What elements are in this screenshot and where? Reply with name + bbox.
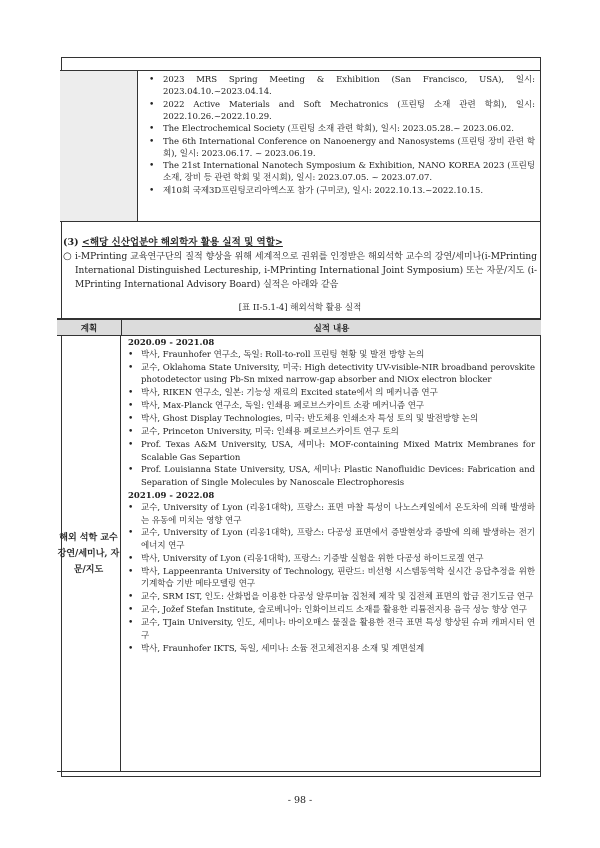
page-number: - 98 - xyxy=(287,795,313,806)
period-2-list xyxy=(122,502,541,655)
conference-table xyxy=(60,70,541,222)
list-item: • 박사, University of Lyon (리옹1대학), 프랑스: 기증발 실험을 위한 다공성 하이드로겔 연구 xyxy=(122,553,541,566)
conference-table-label-cell xyxy=(60,71,138,221)
row-label-cell xyxy=(57,336,121,771)
list-item: • 박사, Lappeenranta University of Technology, 핀란드: 비선형 시스템동역학 실시간 응답추정을 위한 기계학습 기반 메타모델링 연구 xyxy=(122,566,541,591)
header-results: 실적 내용 xyxy=(313,324,350,334)
list-item: • 제10회 국제3D프린팅코리아엑스포 참가 (구미코), 일시: 2022.10.13.~2022.10.15. xyxy=(139,185,541,197)
table-caption: [표 II-5.1-4] 해외석학 활용 실적 xyxy=(238,303,362,313)
list-item: • The 21st International Nanotech Symposium & Exhibition, NANO KOREA 2023 (프린팅 소재, 장비 등 관련 학회 및 전시회), 일시: 2023.07.05. ~ 2023.07.07. xyxy=(139,160,541,184)
circle-bullet-icon: ○ xyxy=(63,251,72,262)
period-2: 2021.09 - 2022.08 xyxy=(128,490,215,501)
results-cell xyxy=(122,337,541,771)
section-number: (3) xyxy=(63,237,79,248)
list-item: • The 6th International Conference on Nanoenergy and Nanosystems (프린팅 장비 관련 학회), 일시: 2023.06.17. ~ 2023.06.19. xyxy=(139,136,541,160)
conference-list xyxy=(139,71,541,197)
list-item: • 박사, RIKEN 연구소, 일본: 기능성 재료의 Excited state에서 의 메커니즘 연구 xyxy=(122,387,541,400)
list-item: • 교수, TJain University, 인도, 세미나: 바이오매스 물질을 활용한 전극 표면 특성 향상된 슈퍼 캐퍼시터 연구 xyxy=(122,617,541,642)
list-item: • 교수, Jožef Stefan Institute, 슬로베니아: 인화이브리드 소재를 활용한 리튬전지용 음극 성능 향상 연구 xyxy=(122,604,541,617)
period-1-list xyxy=(122,349,541,490)
conference-table-content-cell xyxy=(139,71,541,221)
list-item: • Prof. Louisianna State University, USA, 세미나: Plastic Nanofluidic Devices: Fabrication and Separation of Single Molecules by Nanoscale Electrophoresis xyxy=(122,464,541,489)
list-item: • 박사, Fraunhofer 연구소, 독일: Roll-to-roll 프린팅 현황 및 발전 방향 논의 xyxy=(122,349,541,362)
paragraph-text: i-MPrinting 교육연구단의 질적 향상을 위해 세계적으로 권위를 인정받은 해외석학 교수의 강연/세미나(i-MPrinting International Distinguished Lectureship, i-MPrinting International Joint Symposium) 또는 자문/지도 (i-MPrinting International Advisory Board) 실적은 아래와 같음 xyxy=(75,252,537,290)
list-item: • 교수, SRM IST, 인도: 산화법을 이용한 다공성 알루미늄 집천체 제작 및 집전체 표면의 합금 전기도금 연구 xyxy=(122,591,541,604)
section-heading xyxy=(63,234,283,248)
row-label: 해외 석학 교수 강연/세미나, 자문/지도 xyxy=(57,532,120,575)
list-item: • Prof. Texas A&M University, USA, 세미나: MOF-containing Mixed Matrix Membranes for Scalable Gas Separtion xyxy=(122,439,541,464)
period-1: 2020.09 - 2021.08 xyxy=(128,338,215,348)
section-title: <해당 신산업분야 해외학자 활용 실적 및 역할> xyxy=(81,237,283,248)
list-item: • 2022 Active Materials and Soft Mechatronics (프린팅 소재 관련 학회), 일시: 2022.10.26.~2022.10.29. xyxy=(139,99,541,123)
list-item: • 교수, University of Lyon (리옹1대학), 프랑스: 다공성 표면에서 증발현상과 증발에 의해 발생하는 전기에너지 연구 xyxy=(122,527,541,552)
table-header-row xyxy=(57,320,541,336)
list-item: • 2023 MRS Spring Meeting & Exhibition (San Francisco, USA), 일시: 2023.04.10.~2023.04.14. xyxy=(139,74,541,98)
list-item: • 교수, University of Lyon (리옹1대학), 프랑스: 표면 마찰 특성이 나노스케일에서 온도차에 의해 발생하는 유동에 미치는 영향 연구 xyxy=(122,502,541,527)
list-item: • 박사, Ghost Display Technologies, 미국: 반도체용 인쇄소자 특성 토의 및 발전방향 논의 xyxy=(122,413,541,426)
section-paragraph xyxy=(63,250,537,292)
list-item: • 교수, Oklahoma State University, 미국: High detectivity UV-visible-NIR broadband perovskite photodetector using Pb-Sn mixed narrow-gap absorber and NiOx electron blocker xyxy=(122,362,541,387)
list-item: • 박사, Max-Planck 연구소, 독일: 인쇄용 페로브스카이트 소광 메커니즘 연구 xyxy=(122,400,541,413)
scholar-table xyxy=(57,318,541,772)
list-item: • The Electrochemical Society (프린팅 소재 관련 학회), 일시: 2023.05.28.~ 2023.06.02. xyxy=(139,123,541,135)
header-plan: 계획 xyxy=(80,324,98,334)
list-item: • 박사, Fraunhofer IKTS, 독일, 세미나: 소듐 전고체전지용 소재 및 계면설계 xyxy=(122,643,541,656)
list-item: • 교수, Princeton University, 미국: 인쇄용 페로브스카이트 연구 토의 xyxy=(122,426,541,439)
